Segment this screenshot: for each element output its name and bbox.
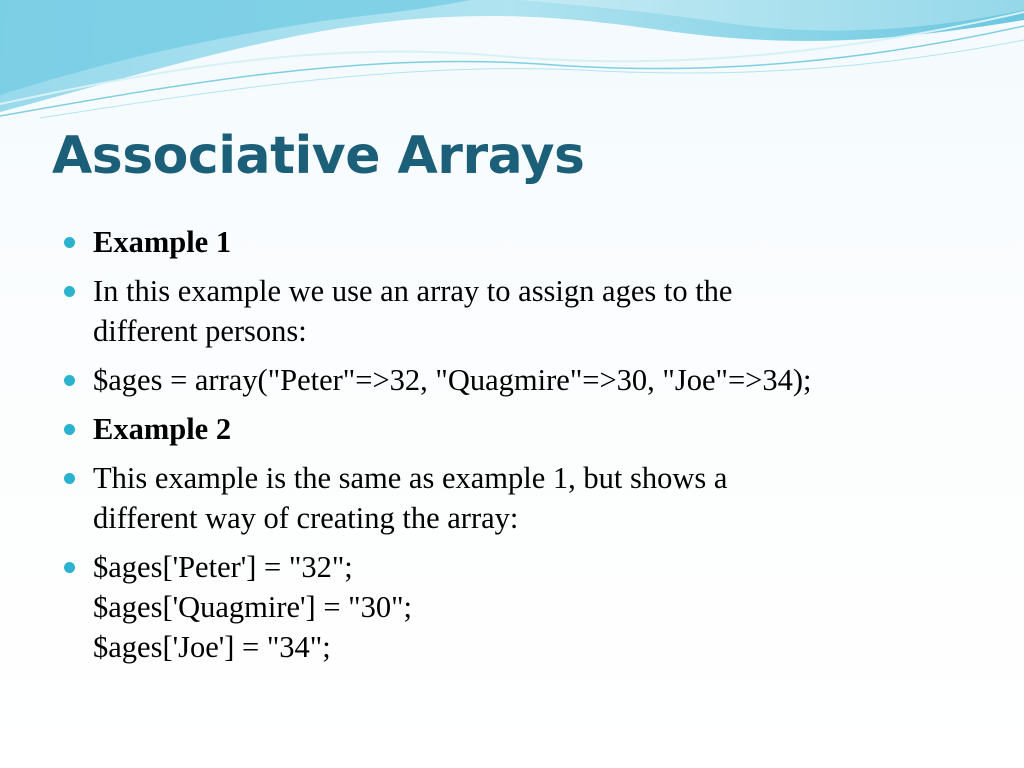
- bullet-item: [62, 222, 982, 262]
- header-wave-decoration: [0, 0, 1024, 130]
- bullet-text: different persons:: [93, 314, 307, 348]
- bullet-item: [62, 271, 982, 351]
- bullet-text: In this example we use an array to assign ages to the: [93, 274, 733, 308]
- bullet-text: Example 1: [93, 225, 232, 259]
- bullet-item: [62, 409, 982, 449]
- code-line: $ages = array("Peter"=>32, "Quagmire"=>30, "Joe"=>34);: [93, 363, 812, 397]
- slide-title: Associative Arrays: [52, 126, 585, 186]
- bullet-dot-icon: [64, 473, 75, 484]
- bullet-item: [62, 360, 982, 400]
- bullet-dot-icon: [64, 375, 75, 386]
- bullet-text: Example 2: [93, 412, 232, 446]
- code-line: $ages['Peter'] = "32";: [93, 550, 353, 584]
- code-line: $ages['Quagmire'] = "30";: [93, 590, 413, 624]
- bullet-dot-icon: [64, 286, 75, 297]
- bullet-item: [62, 458, 982, 538]
- bullet-dot-icon: [64, 562, 75, 573]
- code-line: $ages['Joe'] = "34";: [93, 630, 331, 664]
- bullet-text: This example is the same as example 1, but shows a: [93, 461, 728, 495]
- bullet-text: different way of creating the array:: [93, 501, 519, 535]
- bullet-dot-icon: [64, 237, 75, 248]
- bullet-item: [62, 547, 982, 667]
- bullet-dot-icon: [64, 424, 75, 435]
- bullet-list: [62, 222, 982, 676]
